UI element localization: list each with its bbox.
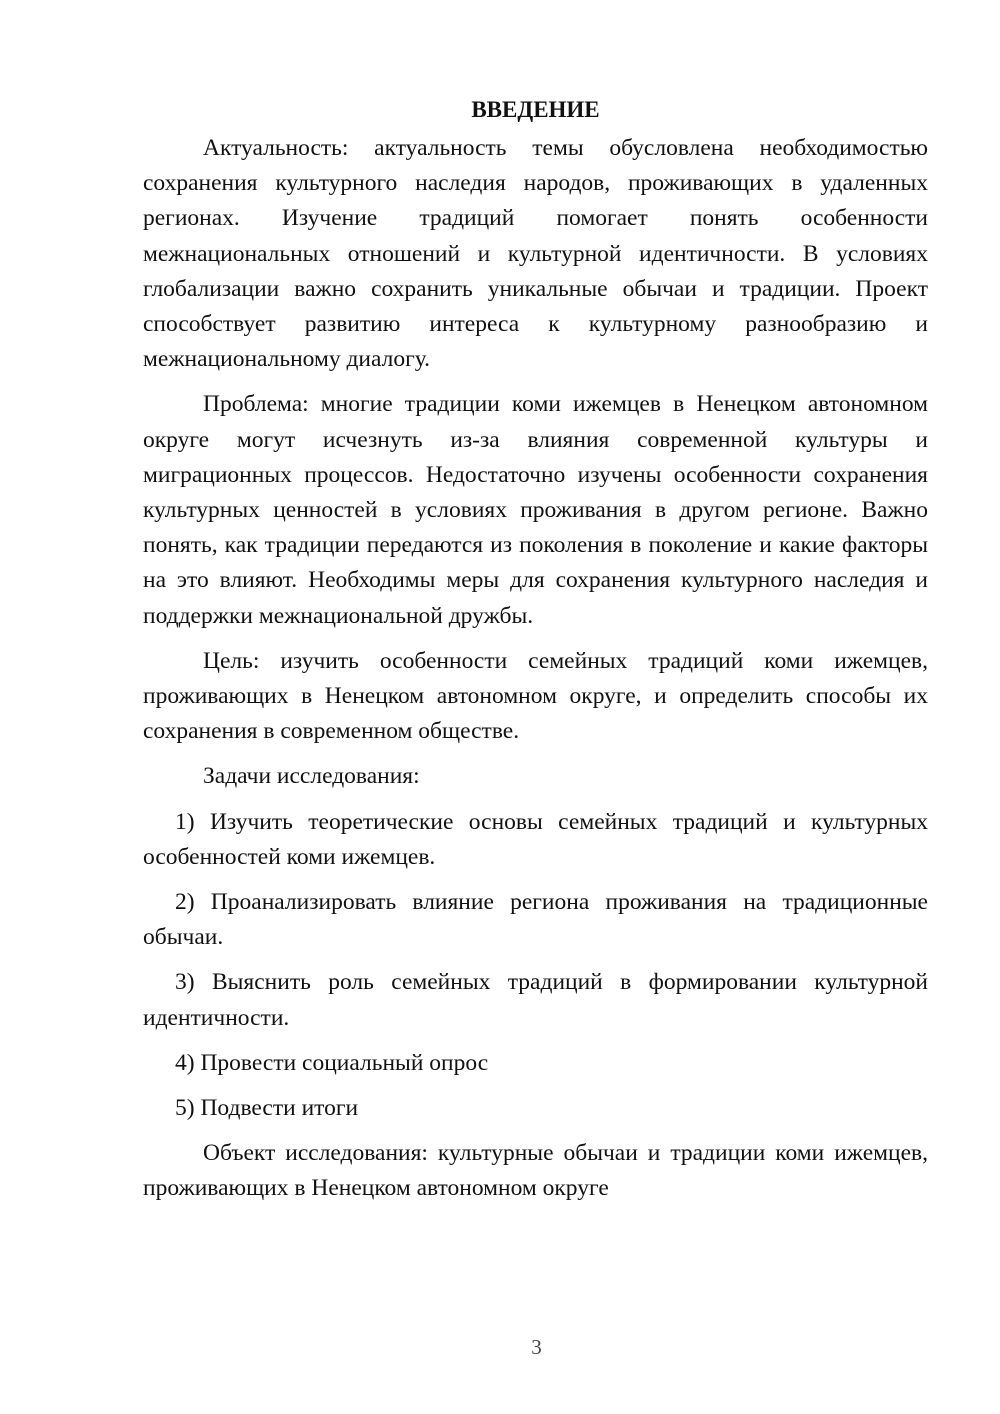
task-item-3: 3) Выяснить роль семейных традиций в формировании культурной идентичности.: [143, 969, 928, 1031]
problem-paragraph: Проблема: многие традиции коми ижемцев в Ненецком автономном округе могут исчезнуть из-за влияния современной культуры и миграционных процессов. Недостаточно изучены особенности сохранения культурных ценностей в условиях проживания в другом регионе. Важно понять, как традиции передаются из поколения в поколение и какие факторы на это влияют. Необходимы меры для сохранения культурного наследия и поддержки межнациональной дружбы.: [143, 391, 928, 629]
task-item-4: 4) Провести социальный опрос: [175, 1049, 489, 1076]
task-item-2: 2) Проанализировать влияние региона проживания на традиционные обычаи.: [143, 889, 928, 951]
object-paragraph: Объект исследования: культурные обычаи и традиции коми ижемцев, проживающих в Ненецком автономном округе: [143, 1140, 928, 1202]
page-content: [143, 92, 928, 1217]
tasks-heading: Задачи исследования:: [203, 763, 420, 790]
task-item-1: 1) Изучить теоретические основы семейных традиций и культурных особенностей коми ижемцев.: [143, 808, 928, 870]
task-item-5: 5) Подвести итоги: [175, 1095, 359, 1122]
page-number: 3: [531, 1335, 542, 1359]
page-title: ВВЕДЕНИЕ: [471, 97, 600, 122]
goal-paragraph: Цель: изучить особенности семейных традиций коми ижемцев, проживающих в Ненецком автономном округе, и определить способы их сохранения в современном обществе.: [143, 647, 928, 745]
relevance-paragraph: Актуальность: актуальность темы обусловлена необходимостью сохранения культурного наследия народов, проживающих в удаленных регионах. Изучение традиций помогает понять особенности межнациональных отношений и культурной идентичности. В условиях глобализации важно сохранить уникальные обычаи и традиции. Проект способствует развитию интереса к культурному разнообразию и межнациональному диалогу.: [143, 135, 928, 373]
